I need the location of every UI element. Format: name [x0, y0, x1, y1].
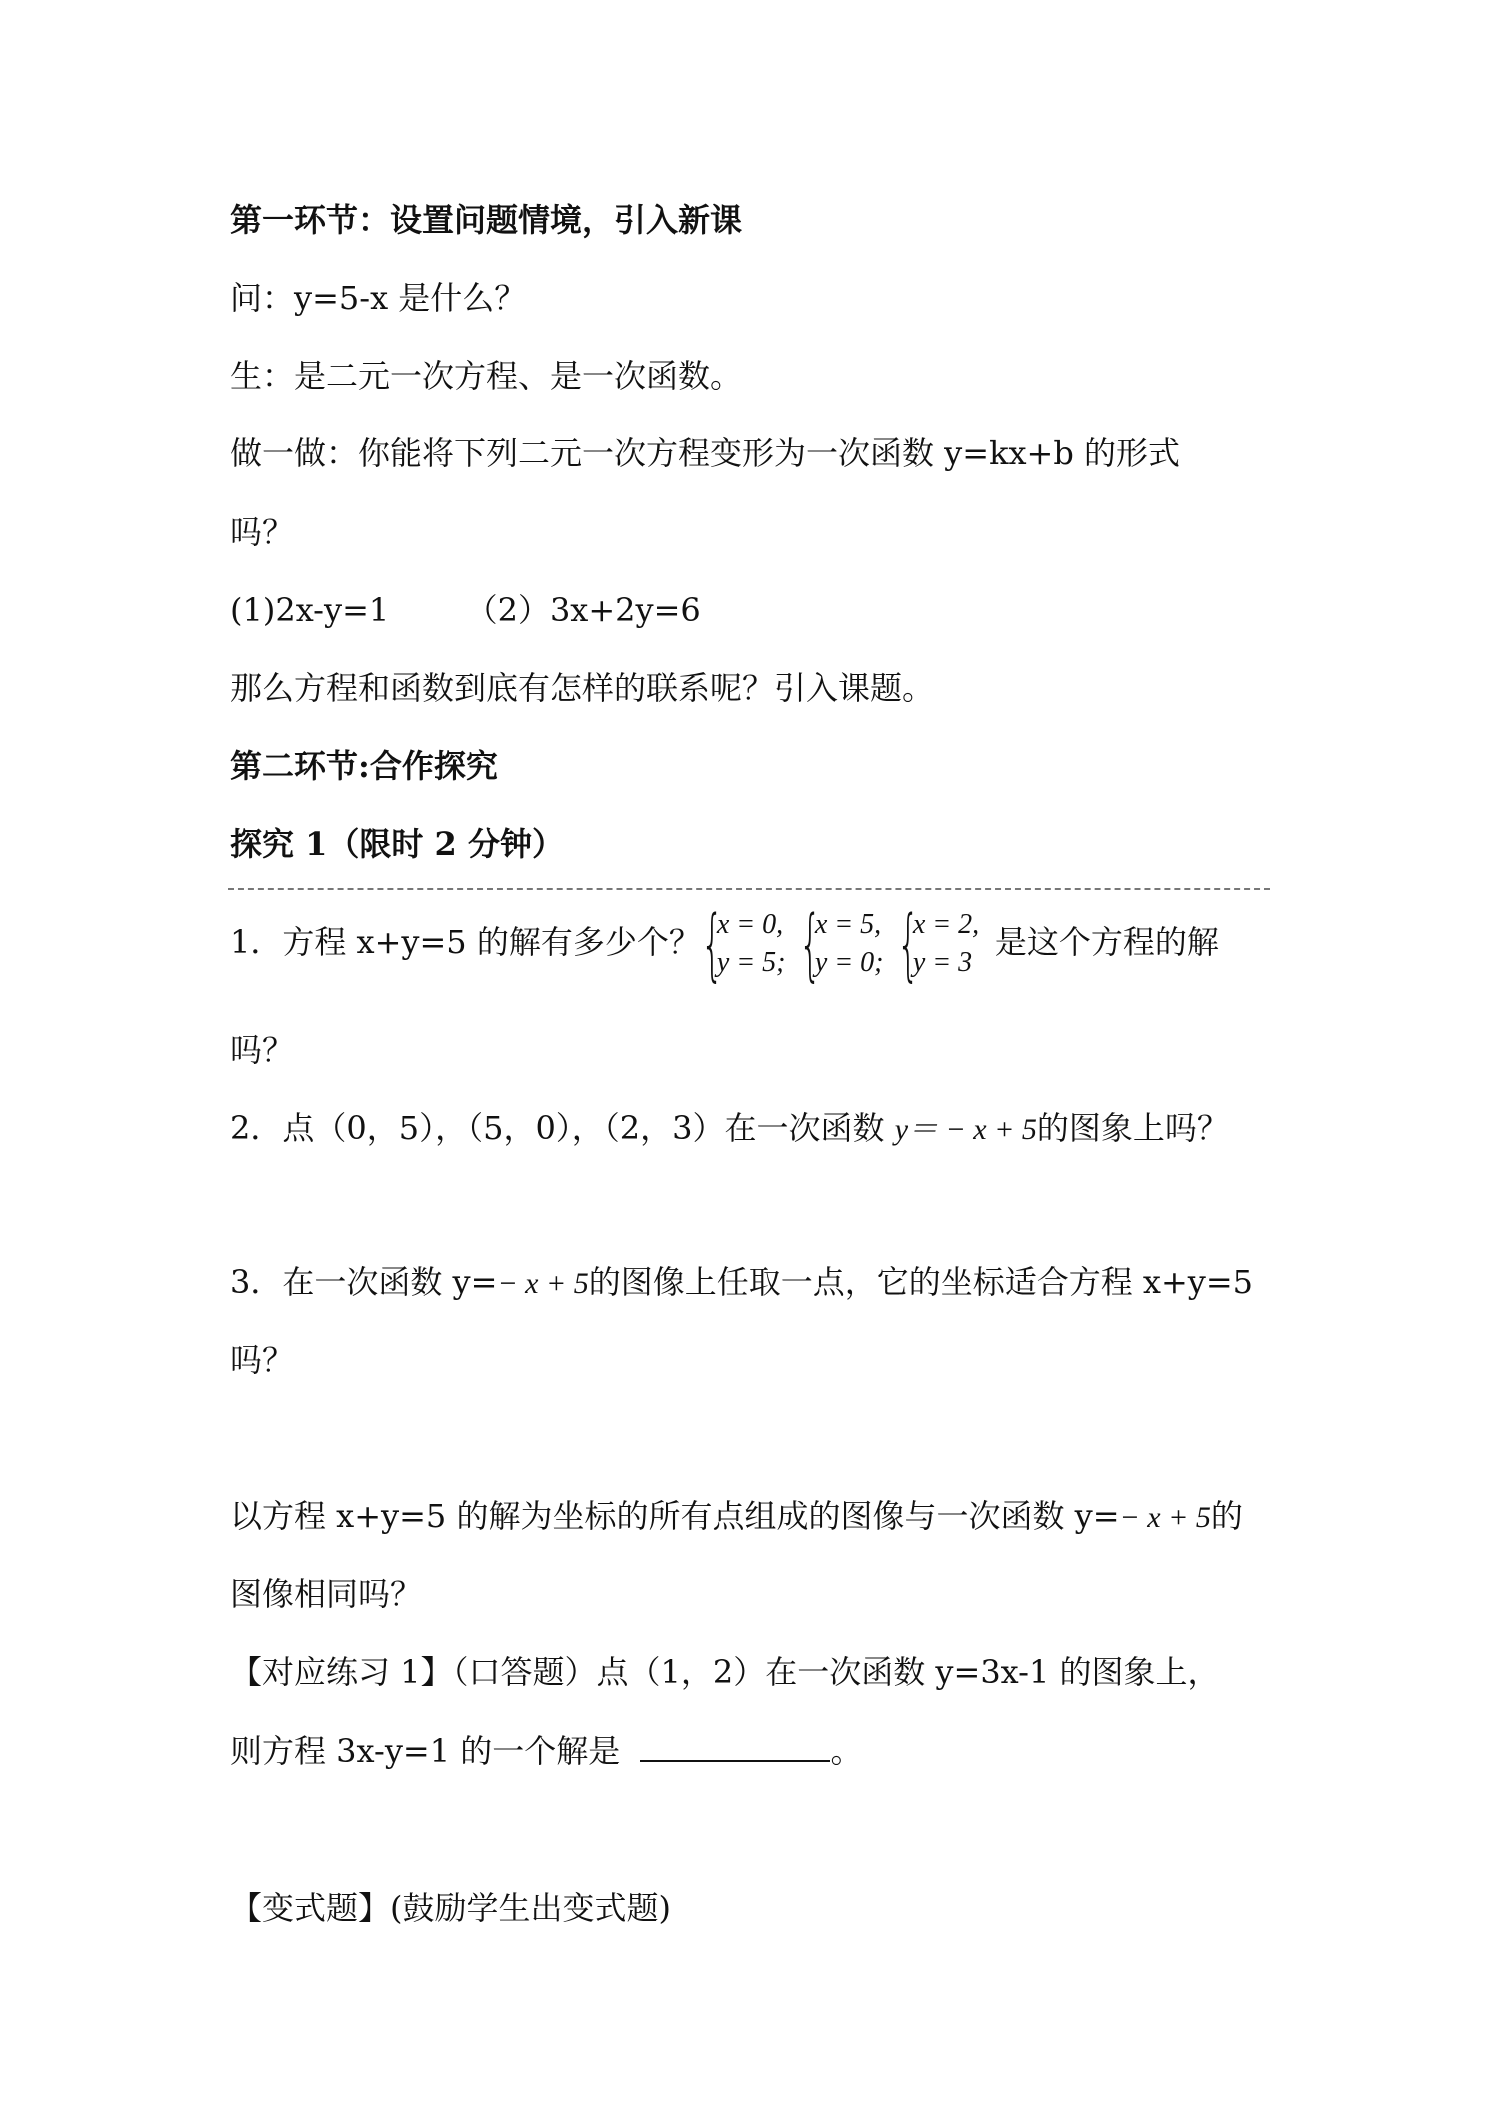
item-1-suffix: 是这个方程的解: [994, 923, 1219, 961]
practice-suffix: 。: [830, 1732, 863, 1770]
item-3-suffix: 的图像上任取一点，它的坐标适合方程 x+y=5: [588, 1263, 1254, 1301]
summary-line-2: 图像相同吗？: [230, 1575, 423, 1613]
item-3-line: [230, 1262, 1253, 1304]
system-2-top: x = 5,: [814, 908, 882, 940]
summary-suffix: 的: [1210, 1497, 1243, 1535]
equation-1: (1)2x-y=1: [230, 591, 390, 629]
item-2-suffix: 的图象上吗？: [1036, 1109, 1229, 1147]
system-3-top: x = 2,: [912, 908, 980, 940]
question-line: 问：y=5-x 是什么？: [230, 279, 527, 317]
item-1-line: [230, 899, 1219, 990]
item-2-line: [230, 1108, 1229, 1150]
explore-title: 探究 1（限时 2 分钟）: [230, 825, 564, 863]
section2-title: 第二环节:合作探究: [230, 747, 498, 785]
solution-system-2: { x = 5, y = 0;: [798, 899, 884, 990]
item-2-prefix: 2．点（0，5），（5，0），（2，3）在一次函数: [230, 1109, 885, 1147]
summary-formula: − x + 5: [1119, 1501, 1211, 1534]
equations-line: [230, 590, 701, 630]
dashed-divider: [228, 888, 1270, 890]
system-2-bottom: y = 0;: [814, 946, 884, 978]
summary-line: [230, 1496, 1243, 1538]
system-1-top: x = 0,: [716, 908, 784, 940]
practice-line-1: 【对应练习 1】（口答题）点（1，2）在一次函数 y=3x-1 的图象上，: [230, 1653, 1220, 1691]
system-1-bottom: y = 5;: [716, 946, 786, 978]
student-answer-line: 生：是二元一次方程、是一次函数。: [230, 357, 743, 395]
system-3-bottom: y = 3: [912, 946, 973, 978]
item-3-formula: − x + 5: [497, 1267, 589, 1300]
try-line-2: 吗？: [230, 513, 295, 551]
solution-system-3: { x = 2, y = 3: [896, 899, 980, 990]
item-2-formula: y＝ − x + 5: [894, 1113, 1037, 1146]
section1-title: 第一环节：设置问题情境，引入新课: [230, 201, 743, 239]
item-1-prefix: 1．方程 x+y=5 的解有多少个？: [230, 923, 701, 961]
try-line-1: 做一做：你能将下列二元一次方程变形为一次函数 y=kx+b 的形式: [230, 434, 1180, 472]
practice-prefix: 则方程 3x-y=1 的一个解是: [230, 1732, 621, 1770]
answer-blank[interactable]: [640, 1730, 830, 1762]
item-1-line-2: 吗？: [230, 1031, 295, 1069]
summary-prefix: 以方程 x+y=5 的解为坐标的所有点组成的图像与一次函数 y=: [230, 1497, 1120, 1535]
item-3-prefix: 3．在一次函数 y=: [230, 1263, 498, 1301]
intro-line: 那么方程和函数到底有怎样的联系呢？引入课题。: [230, 669, 935, 707]
practice-line-2: [230, 1730, 862, 1771]
solution-system-1: { x = 0, y = 5;: [700, 899, 786, 990]
variant-line: 【变式题】(鼓励学生出变式题): [230, 1889, 671, 1927]
equation-2: （2）3x+2y=6: [465, 591, 701, 629]
item-3-line-2: 吗？: [230, 1341, 295, 1379]
